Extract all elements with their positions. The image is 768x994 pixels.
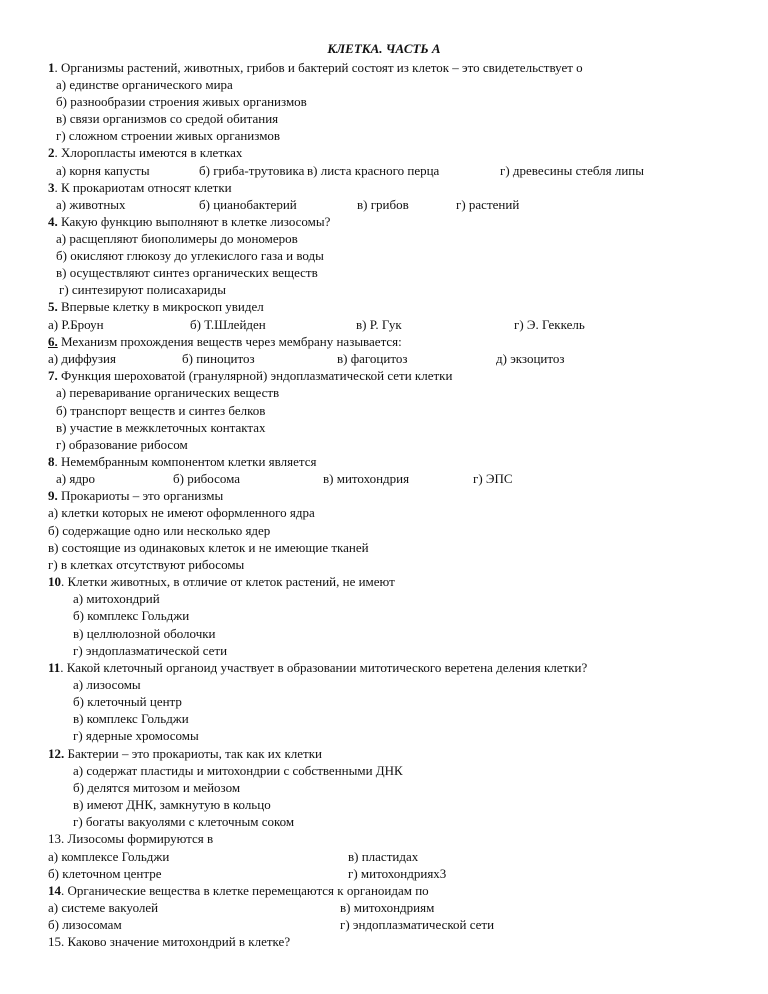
answer-option: а) Р.Броун	[48, 317, 104, 332]
answer-option: г) в клетках отсутствуют рибосомы	[48, 557, 245, 572]
answer-option: б) содержащие одно или несколько ядер	[48, 523, 271, 538]
answer-option: в) пластидах	[348, 849, 419, 864]
question-number: 3	[48, 180, 55, 195]
question-text: . Клетки животных, в отличие от клеток растений, не имеют	[61, 574, 395, 589]
answer-option: б) цианобактерий	[199, 197, 297, 212]
question-text: . Какой клеточный органоид участвует в образовании митотического веретена деления клетки?	[60, 660, 588, 675]
answer-option: в) целлюлозной оболочки	[73, 626, 216, 641]
question-number: 1	[48, 60, 55, 75]
answer-option: в) Р. Гук	[356, 317, 402, 332]
question-5	[48, 299, 264, 314]
answer-option: в) состоящие из одинаковых клеток и не имеющие тканей	[48, 540, 369, 555]
question-4	[48, 214, 330, 229]
question-1	[48, 60, 583, 75]
answer-option: д) экзоцитоз	[496, 351, 565, 366]
question-number: 5.	[48, 299, 58, 314]
answer-option: а) комплексе Гольджи	[48, 849, 170, 864]
question-number: 14	[48, 883, 61, 898]
question-text: Механизм прохождения веществ через мембрану называется:	[57, 334, 402, 349]
question-text: . К прокариотам относят клетки	[54, 180, 232, 195]
question-number: 8	[48, 454, 55, 469]
answer-option: г) растений	[456, 197, 520, 212]
answer-option: в) фагоцитоз	[337, 351, 408, 366]
question-number: 4.	[48, 214, 58, 229]
answer-option: б) рибосома	[173, 471, 241, 486]
question-number: 9.	[48, 488, 58, 503]
answer-option: в) митохондриям	[340, 900, 435, 915]
answer-option: б) Т.Шлейден	[190, 317, 266, 332]
question-8	[48, 454, 316, 469]
answer-option: г) Э. Геккель	[514, 317, 585, 332]
question-text: Функция шероховатой (гранулярной) эндоплазматической сети клетки	[57, 368, 453, 383]
question-number: 11	[48, 660, 61, 675]
answer-option: б) транспорт веществ и синтез белков	[56, 403, 266, 418]
question-number: 6.	[48, 334, 58, 349]
answer-option: б) делятся митозом и мейозом	[73, 780, 241, 795]
answer-option: б) клеточном центре	[48, 866, 162, 881]
answer-option: а) содержат пластиды и митохондрии с собственными ДНК	[73, 763, 403, 778]
answer-option: а) переваривание органических веществ	[56, 385, 280, 400]
answer-option: а) корня капусты	[56, 163, 150, 178]
answer-option: г) митохондриях3	[348, 866, 447, 881]
document-title: КЛЕТКА. ЧАСТЬ А	[327, 41, 441, 56]
question-2	[48, 145, 242, 160]
question-number: 12.	[48, 746, 65, 761]
question-14	[48, 883, 429, 898]
answer-option: в) осуществляют синтез органических веществ	[56, 265, 318, 280]
answer-option: г) ЭПС	[473, 471, 513, 486]
question-9	[48, 488, 223, 503]
question-15: 15. Каково значение митохондрий в клетке?	[48, 934, 291, 949]
answer-option: б) пиноцитоз	[182, 351, 255, 366]
answer-option: г) сложном строении живых организмов	[56, 128, 281, 143]
question-text: Бактерии – это прокариоты, так как их клетки	[64, 746, 322, 761]
question-text: . Организмы растений, животных, грибов и бактерий состоят из клеток – это свидетельствует о	[54, 60, 583, 75]
question-number: 10	[48, 574, 61, 589]
question-11	[48, 660, 587, 675]
answer-option: а) лизосомы	[73, 677, 141, 692]
question-12	[48, 746, 322, 761]
answer-option: в) грибов	[357, 197, 409, 212]
question-13: 13. Лизосомы формируются в	[48, 831, 214, 846]
answer-option: б) окисляют глюкозу до углекислого газа и воды	[56, 248, 324, 263]
answer-option: в) участие в межклеточных контактах	[56, 420, 266, 435]
question-10	[48, 574, 395, 589]
answer-option: в) связи организмов со средой обитания	[56, 111, 279, 126]
answer-option: г) богаты вакуолями с клеточным соком	[73, 814, 295, 829]
answer-option: г) эндоплазматической сети	[340, 917, 495, 932]
answer-option: б) комплекс Гольджи	[73, 608, 190, 623]
answer-option: г) синтезируют полисахариды	[59, 282, 226, 297]
answer-option: а) единстве органического мира	[56, 77, 233, 92]
answer-option: б) клеточный центр	[73, 694, 182, 709]
answer-option: г) ядерные хромосомы	[73, 728, 199, 743]
answer-option: г) образование рибосом	[56, 437, 188, 452]
answer-option: г) эндоплазматической сети	[73, 643, 228, 658]
question-text: Прокариоты – это организмы	[57, 488, 224, 503]
answer-option: в) комплекс Гольджи	[73, 711, 189, 726]
answer-option: в) митохондрия	[323, 471, 410, 486]
answer-option: а) расщепляют биополимеры до мономеров	[56, 231, 298, 246]
question-text: . Органические вещества в клетке перемещаются к органоидам по	[61, 883, 429, 898]
answer-option: б) гриба-трутовика	[199, 163, 305, 178]
answer-option: а) системе вакуолей	[48, 900, 159, 915]
answer-option: б) разнообразии строения живых организмов	[56, 94, 307, 109]
answer-option: а) клетки которых не имеют оформленного ядра	[48, 505, 315, 520]
question-number: 7.	[48, 368, 58, 383]
answer-option: г) древесины стебля липы	[500, 163, 644, 178]
question-number: 2	[48, 145, 55, 160]
answer-option: а) животных	[56, 197, 126, 212]
answer-option: в) имеют ДНК, замкнутую в кольцо	[73, 797, 271, 812]
answer-option: а) митохондрий	[73, 591, 160, 606]
answer-option: в) листа красного перца	[307, 163, 440, 178]
question-text: Какую функцию выполняют в клетке лизосомы?	[57, 214, 331, 229]
answer-option: а) диффузия	[48, 351, 116, 366]
question-7	[48, 368, 452, 383]
question-6	[48, 334, 402, 349]
question-3	[48, 180, 232, 195]
question-text: . Хлоропласты имеются в клетках	[54, 145, 243, 160]
question-text: . Немембранным компонентом клетки является	[54, 454, 317, 469]
answer-option: б) лизосомам	[48, 917, 122, 932]
question-text: Впервые клетку в микроскоп увидел	[57, 299, 264, 314]
answer-option: а) ядро	[56, 471, 95, 486]
